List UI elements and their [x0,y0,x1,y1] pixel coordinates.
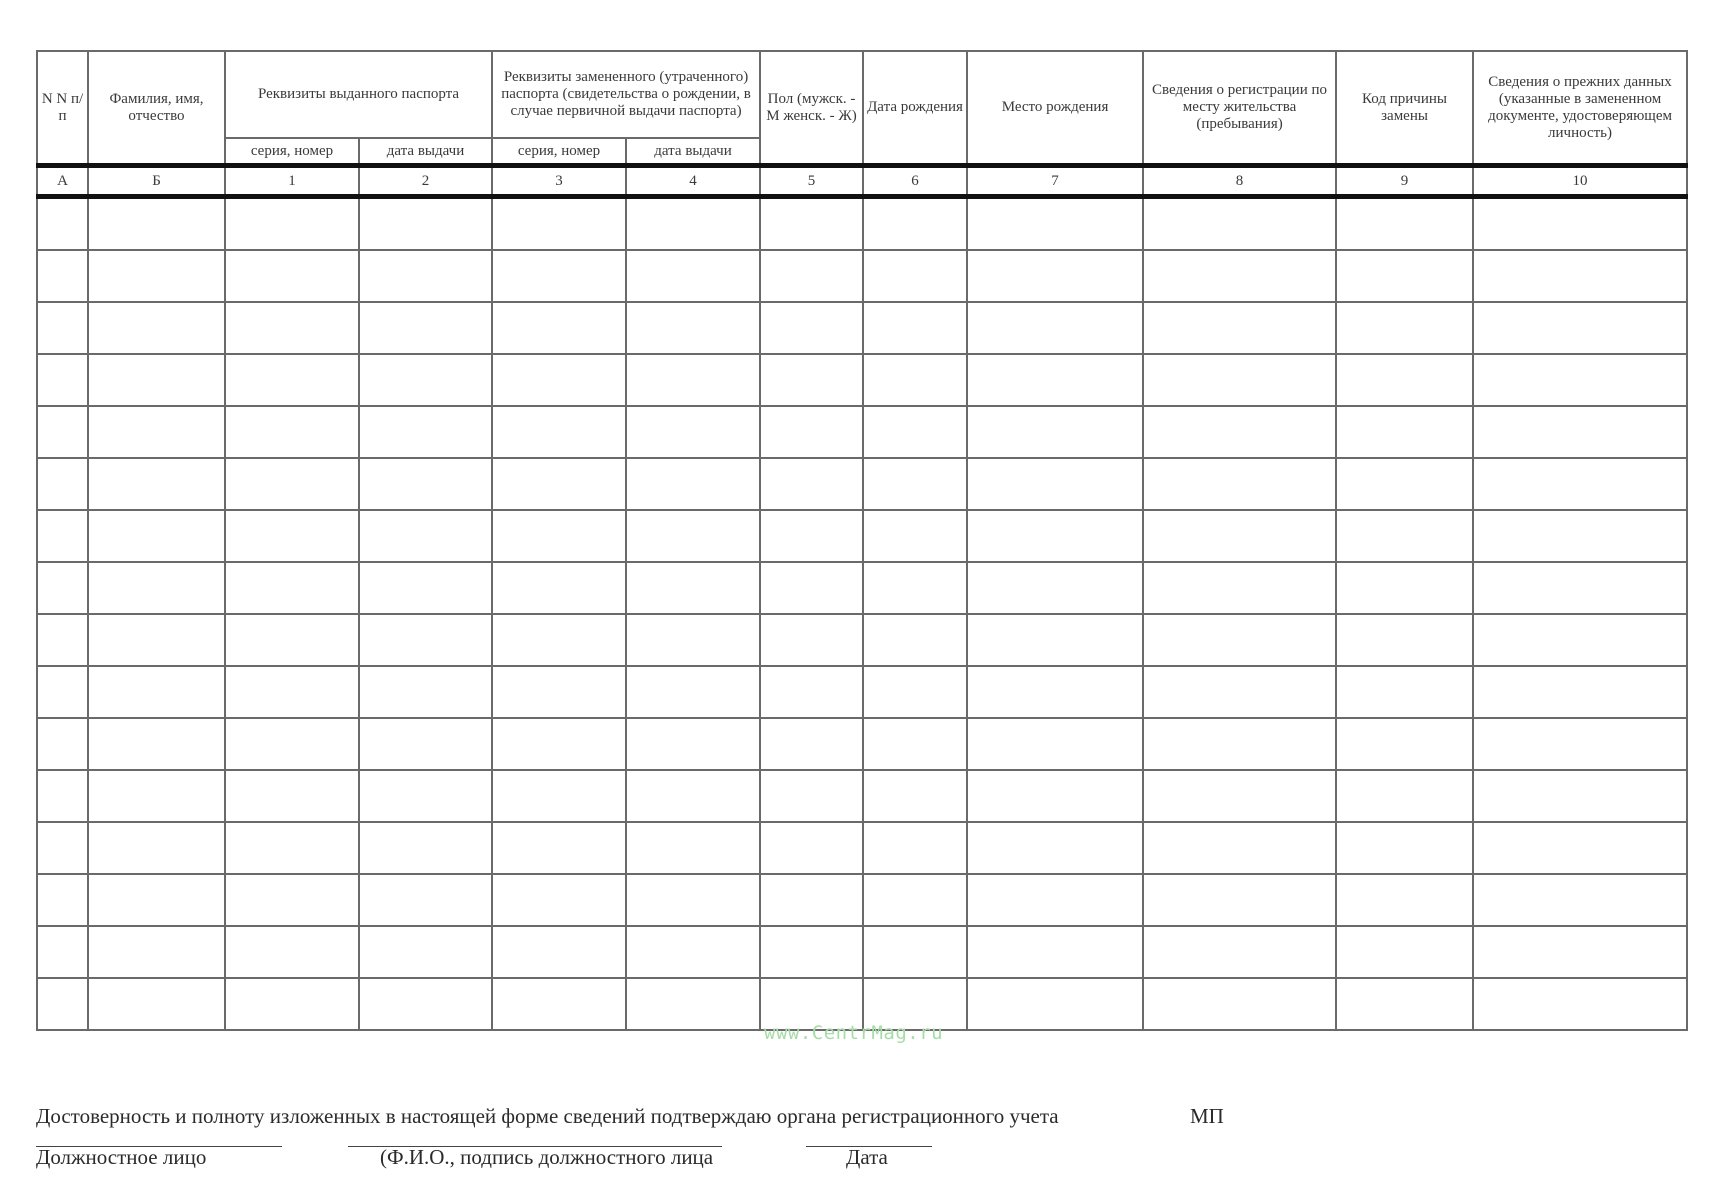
table-cell[interactable] [1336,562,1473,614]
column-number: 2 [359,166,492,197]
table-cell[interactable] [359,406,492,458]
table-row [37,770,1687,822]
subheader-series-number-replaced: серия, номер [492,138,626,166]
table-cell[interactable] [1143,978,1336,1030]
header-issued-passport: Реквизиты выданного паспорта [225,51,492,138]
table-cell[interactable] [1473,302,1687,354]
column-number: 10 [1473,166,1687,197]
header-reason-code: Код причины замены [1336,51,1473,166]
table-cell[interactable] [626,822,760,874]
table-cell[interactable] [492,978,626,1030]
official-label: Должностное лицо [36,1145,207,1169]
table-cell[interactable] [760,510,863,562]
table-cell[interactable] [760,822,863,874]
table-cell[interactable] [760,302,863,354]
table-cell[interactable] [626,718,760,770]
table-cell[interactable] [863,510,967,562]
table-cell[interactable] [225,562,359,614]
table-cell[interactable] [88,354,225,406]
table-cell[interactable] [760,458,863,510]
table-cell[interactable] [967,874,1143,926]
table-cell[interactable] [967,926,1143,978]
table-cell[interactable] [1143,354,1336,406]
seal-placeholder-label: МП [1190,1104,1224,1128]
table-cell[interactable] [1336,614,1473,666]
table-cell[interactable] [359,510,492,562]
table-cell[interactable] [760,666,863,718]
table-cell[interactable] [863,614,967,666]
table-cell[interactable] [626,510,760,562]
table-cell[interactable] [967,197,1143,251]
table-cell[interactable] [626,406,760,458]
table-cell[interactable] [760,926,863,978]
table-cell[interactable] [88,614,225,666]
table-row [37,562,1687,614]
table-cell[interactable] [492,770,626,822]
column-number: 8 [1143,166,1336,197]
table-cell[interactable] [1336,718,1473,770]
table-cell[interactable] [760,718,863,770]
table-cell[interactable] [760,197,863,251]
table-cell[interactable] [863,197,967,251]
table-row [37,718,1687,770]
table-cell[interactable] [760,406,863,458]
table-cell[interactable] [37,718,88,770]
table-cell[interactable] [37,874,88,926]
table-cell[interactable] [492,666,626,718]
table-cell[interactable] [359,458,492,510]
table-cell[interactable] [359,562,492,614]
table-cell[interactable] [863,770,967,822]
table-cell[interactable] [967,406,1143,458]
table-cell[interactable] [88,926,225,978]
table-cell[interactable] [1336,770,1473,822]
table-cell[interactable] [225,302,359,354]
table-cell[interactable] [626,250,760,302]
table-cell[interactable] [359,666,492,718]
table-cell[interactable] [967,666,1143,718]
table-cell[interactable] [1336,978,1473,1030]
table-cell[interactable] [1336,510,1473,562]
subheader-issue-date-issued: дата выдачи [359,138,492,166]
table-cell[interactable] [1473,510,1687,562]
table-cell[interactable] [37,978,88,1030]
table-cell[interactable] [1336,250,1473,302]
table-cell[interactable] [37,250,88,302]
table-cell[interactable] [760,614,863,666]
table-cell[interactable] [863,718,967,770]
table-cell[interactable] [967,458,1143,510]
registration-form-table [36,50,1688,1031]
table-cell[interactable] [88,302,225,354]
table-cell[interactable] [359,718,492,770]
table-cell[interactable] [1143,250,1336,302]
table-cell[interactable] [1143,666,1336,718]
table-cell[interactable] [1143,562,1336,614]
table-cell[interactable] [760,770,863,822]
header-registration: Сведения о регистрации по месту жительства (пребывания) [1143,51,1336,166]
table-cell[interactable] [1143,770,1336,822]
table-cell[interactable] [88,250,225,302]
table-cell[interactable] [359,770,492,822]
table-row [37,822,1687,874]
column-number: 5 [760,166,863,197]
table-cell[interactable] [863,666,967,718]
table-cell[interactable] [967,978,1143,1030]
table-cell[interactable] [225,510,359,562]
table-row [37,250,1687,302]
table-cell[interactable] [1473,666,1687,718]
table-cell[interactable] [88,770,225,822]
table-cell[interactable] [88,510,225,562]
table-cell[interactable] [967,718,1143,770]
table-cell[interactable] [1473,406,1687,458]
column-number-row [37,166,1687,197]
table-cell[interactable] [1473,562,1687,614]
table-cell[interactable] [760,354,863,406]
table-row [37,458,1687,510]
column-number: 7 [967,166,1143,197]
header-birth-date: Дата рождения [863,51,967,166]
table-cell[interactable] [1473,926,1687,978]
table-cell[interactable] [225,822,359,874]
table-cell[interactable] [1336,197,1473,251]
table-cell[interactable] [225,458,359,510]
table-cell[interactable] [225,197,359,251]
table-cell[interactable] [1143,718,1336,770]
table-cell[interactable] [37,926,88,978]
table-cell[interactable] [967,354,1143,406]
column-number: 3 [492,166,626,197]
column-number: 6 [863,166,967,197]
table-cell[interactable] [492,406,626,458]
table-cell[interactable] [88,822,225,874]
table-cell[interactable] [967,302,1143,354]
table-cell[interactable] [88,458,225,510]
table-cell[interactable] [1336,874,1473,926]
table-cell[interactable] [626,614,760,666]
table-cell[interactable] [967,250,1143,302]
header-birth-place: Место рождения [967,51,1143,166]
table-cell[interactable] [1473,197,1687,251]
table-cell[interactable] [626,926,760,978]
table-cell[interactable] [88,562,225,614]
table-cell[interactable] [967,770,1143,822]
table-cell[interactable] [1143,302,1336,354]
table-cell[interactable] [1473,354,1687,406]
header-sex: Пол (мужск. - М женск. - Ж) [760,51,863,166]
table-cell[interactable] [492,718,626,770]
table-cell[interactable] [967,822,1143,874]
table-cell[interactable] [1473,458,1687,510]
table-cell[interactable] [967,614,1143,666]
header-num: N N п/п [37,51,88,166]
table-cell[interactable] [1473,978,1687,1030]
table-cell[interactable] [359,978,492,1030]
table-cell[interactable] [37,406,88,458]
table-cell[interactable] [863,354,967,406]
table-cell[interactable] [626,874,760,926]
table-cell[interactable] [225,666,359,718]
table-cell[interactable] [37,510,88,562]
table-cell[interactable] [1143,406,1336,458]
table-cell[interactable] [88,666,225,718]
table-cell[interactable] [37,302,88,354]
table-cell[interactable] [88,406,225,458]
table-cell[interactable] [760,874,863,926]
table-cell[interactable] [225,354,359,406]
table-cell[interactable] [760,562,863,614]
table-cell[interactable] [225,770,359,822]
table-cell[interactable] [492,562,626,614]
column-number: А [37,166,88,197]
table-row [37,666,1687,718]
table-cell[interactable] [225,406,359,458]
table-cell[interactable] [37,458,88,510]
table-cell[interactable] [225,718,359,770]
table-cell[interactable] [1473,874,1687,926]
table-row [37,614,1687,666]
table-cell[interactable] [626,666,760,718]
table-cell[interactable] [626,302,760,354]
table-cell[interactable] [37,822,88,874]
table-cell[interactable] [492,510,626,562]
table-cell[interactable] [37,354,88,406]
table-cell[interactable] [1473,718,1687,770]
table-row [37,510,1687,562]
table-cell[interactable] [88,978,225,1030]
table-cell[interactable] [863,406,967,458]
table-cell[interactable] [225,614,359,666]
table-cell[interactable] [225,978,359,1030]
table-cell[interactable] [359,874,492,926]
certification-statement: Достоверность и полноту изложенных в настоящей форме сведений подтверждаю органа регистрационного учета [36,1104,1059,1128]
table-cell[interactable] [359,614,492,666]
table-cell[interactable] [626,978,760,1030]
table-cell[interactable] [359,302,492,354]
table-cell[interactable] [37,197,88,251]
table-cell[interactable] [1143,874,1336,926]
table-cell[interactable] [1336,666,1473,718]
table-cell[interactable] [88,874,225,926]
table-cell[interactable] [1143,510,1336,562]
table-cell[interactable] [1473,770,1687,822]
table-cell[interactable] [626,354,760,406]
column-number: 9 [1336,166,1473,197]
table-cell[interactable] [1336,302,1473,354]
table-cell[interactable] [1336,822,1473,874]
header-replaced-passport: Реквизиты замененного (утраченного) паспорта (свидетельства о рождении, в случае первичной выдачи паспорта) [492,51,760,138]
fio-signature-label: (Ф.И.О., подпись должностного лица [380,1145,714,1169]
table-cell[interactable] [37,770,88,822]
header-previous-data: Сведения о прежних данных (указанные в замененном документе, удостоверяющем личность) [1473,51,1687,166]
table-cell[interactable] [1143,197,1336,251]
table-cell[interactable] [1336,354,1473,406]
table-cell[interactable] [626,770,760,822]
table-cell[interactable] [492,458,626,510]
table-cell[interactable] [863,562,967,614]
table-cell[interactable] [1143,614,1336,666]
table-row [37,406,1687,458]
table-cell[interactable] [37,666,88,718]
column-number: 4 [626,166,760,197]
table-cell[interactable] [626,458,760,510]
table-row [37,197,1687,251]
table-cell[interactable] [967,562,1143,614]
header-fio: Фамилия, имя, отчество [88,51,225,166]
table-cell[interactable] [359,250,492,302]
table-cell[interactable] [225,926,359,978]
table-body [37,197,1687,1031]
table-cell[interactable] [492,822,626,874]
subheader-series-number-issued: серия, номер [225,138,359,166]
table-cell[interactable] [37,614,88,666]
table-cell[interactable] [863,302,967,354]
table-cell[interactable] [492,614,626,666]
table-cell[interactable] [760,250,863,302]
column-number: Б [88,166,225,197]
table-cell[interactable] [863,250,967,302]
table-cell[interactable] [863,926,967,978]
table-cell[interactable] [1473,614,1687,666]
table-row [37,354,1687,406]
table-cell[interactable] [1143,822,1336,874]
table-cell[interactable] [359,197,492,251]
table-cell[interactable] [492,302,626,354]
table-cell[interactable] [359,822,492,874]
table-cell[interactable] [863,458,967,510]
table-cell[interactable] [626,197,760,251]
table-cell[interactable] [1143,926,1336,978]
table-cell[interactable] [359,926,492,978]
table-cell[interactable] [863,874,967,926]
table-cell[interactable] [1336,458,1473,510]
table-cell[interactable] [1473,822,1687,874]
watermark: www.CentrMag.ru [764,1022,944,1044]
table-cell[interactable] [492,250,626,302]
table-cell[interactable] [88,718,225,770]
table-cell[interactable] [359,354,492,406]
table-row [37,874,1687,926]
table-cell[interactable] [88,197,225,251]
table-cell[interactable] [492,354,626,406]
table-cell[interactable] [492,197,626,251]
table-cell[interactable] [967,510,1143,562]
table-cell[interactable] [225,874,359,926]
subheader-issue-date-replaced: дата выдачи [626,138,760,166]
table-cell[interactable] [1336,406,1473,458]
date-label: Дата [846,1145,888,1169]
column-number: 1 [225,166,359,197]
table-cell[interactable] [863,822,967,874]
table-row [37,926,1687,978]
table-cell[interactable] [1336,926,1473,978]
table-row [37,302,1687,354]
table-cell[interactable] [225,250,359,302]
table-cell[interactable] [1473,250,1687,302]
table-cell[interactable] [626,562,760,614]
table-cell[interactable] [1143,458,1336,510]
table-cell[interactable] [37,562,88,614]
table-cell[interactable] [492,926,626,978]
table-cell[interactable] [492,874,626,926]
